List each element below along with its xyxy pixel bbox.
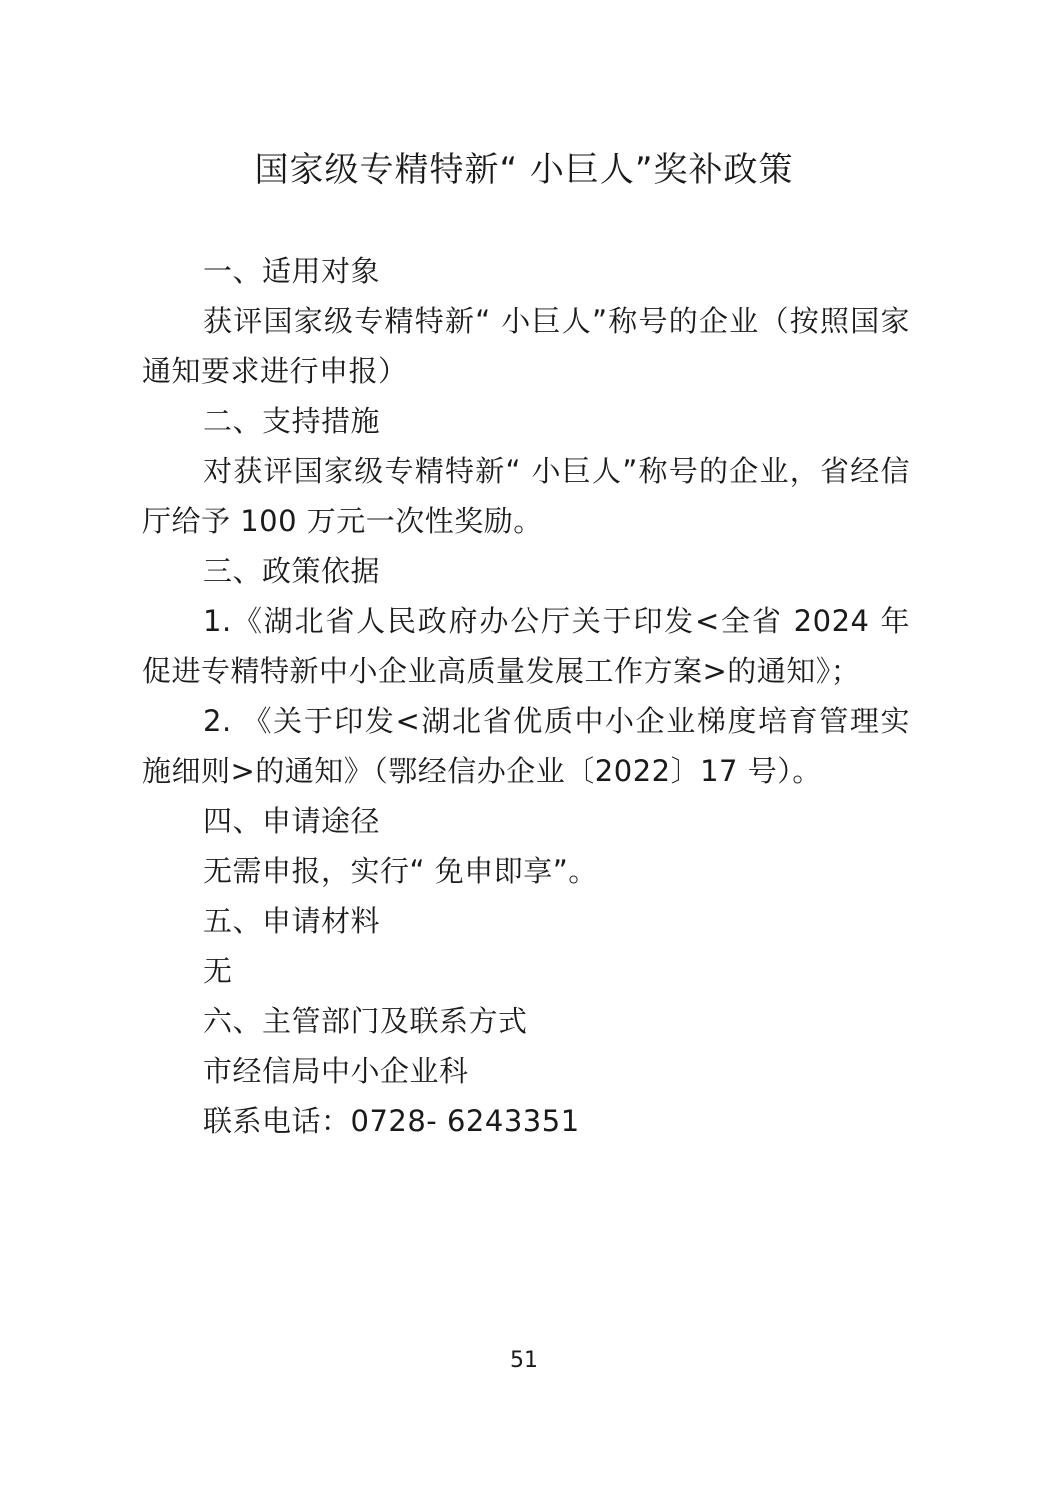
page-number: 51: [510, 1348, 538, 1373]
paragraph-application-materials: 无: [203, 954, 233, 988]
paragraph-policy-basis-2: 2. 《关于印发<湖北省优质中小企业梯度培育管理实施细则>的通知》（鄂经信办企业〔2022〕17 号）。: [142, 704, 910, 788]
paragraph-support-measures: 对获评国家级专精特新“ 小巨人”称号的企业，省经信厅给予 100 万元一次性奖励。: [142, 454, 910, 538]
paragraph-contact-phone: 联系电话：0728- 6243351: [203, 1104, 580, 1138]
paragraph-application-method: 无需申报，实行“ 免申即享”。: [203, 854, 598, 888]
document-title: 国家级专精特新“ 小巨人”奖补政策: [254, 150, 794, 190]
section-heading-support-measures: 二、支持措施: [203, 404, 381, 438]
section-heading-applicable-objects: 一、适用对象: [203, 254, 381, 288]
paragraph-applicable-objects: 获评国家级专精特新“ 小巨人”称号的企业（按照国家通知要求进行申报）: [142, 304, 910, 388]
paragraph-department: 市经信局中小企业科: [203, 1054, 469, 1088]
document-body: [142, 246, 910, 1146]
section-heading-application-materials: 五、申请材料: [203, 904, 381, 938]
section-heading-application-method: 四、申请途径: [203, 804, 381, 838]
section-heading-department-contact: 六、主管部门及联系方式: [203, 1004, 528, 1038]
paragraph-policy-basis-1: 1.《湖北省人民政府办公厅关于印发<全省 2024 年促进专精特新中小企业高质量发展工作方案>的通知》；: [142, 604, 910, 688]
section-heading-policy-basis: 三、政策依据: [203, 554, 381, 588]
